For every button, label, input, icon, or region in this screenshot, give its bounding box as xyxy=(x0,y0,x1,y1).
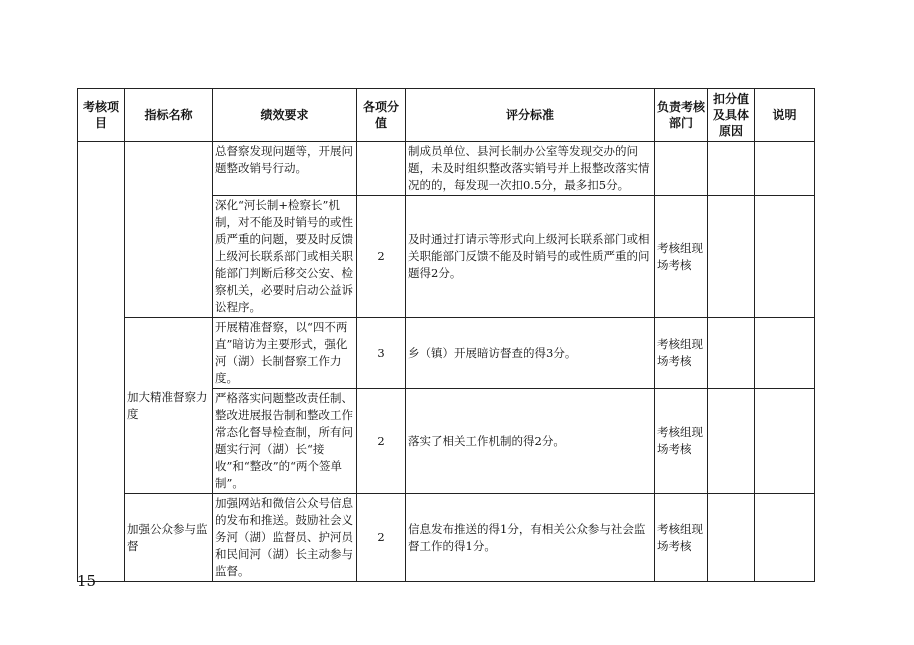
header-notes: 说明 xyxy=(755,89,815,142)
header-standard: 评分标准 xyxy=(406,89,655,142)
table-row xyxy=(78,494,815,582)
standard-cell: 及时通过打请示等形式向上级河长联系部门或相关职能部门反馈不能及时销号的或性质严重的问题得2分。 xyxy=(406,196,655,318)
score-cell: 3 xyxy=(357,318,406,389)
score-cell: 2 xyxy=(357,389,406,494)
standard-cell: 乡（镇）开展暗访督查的得3分。 xyxy=(406,318,655,389)
requirement-cell: 加强网站和微信公众号信息的发布和推送。鼓励社会义务河（湖）监督员、护河员和民间河（湖）长主动参与监督。 xyxy=(213,494,357,582)
header-row xyxy=(78,89,815,142)
notes-cell xyxy=(755,318,815,389)
standard-cell: 信息发布推送的得1分，有相关公众参与社会监督工作的得1分。 xyxy=(406,494,655,582)
requirement-cell: 开展精准督察，以“四不两直”暗访为主要形式，强化河（湖）长制督察工作力度。 xyxy=(213,318,357,389)
indicator-cell: 加强公众参与监督 xyxy=(125,494,213,582)
score-cell: 2 xyxy=(357,196,406,318)
deduction-cell xyxy=(708,142,755,196)
score-cell: 2 xyxy=(357,494,406,582)
notes-cell xyxy=(755,389,815,494)
department-cell xyxy=(655,142,708,196)
requirement-cell: 深化“河长制+检察长”机制，对不能及时销号的或性质严重的问题，要及时反馈上级河长联系部门或相关职能部门判断后移交公安、检察机关，必要时启动公益诉讼程序。 xyxy=(213,196,357,318)
notes-cell xyxy=(755,142,815,196)
header-requirement: 绩效要求 xyxy=(213,89,357,142)
indicator-cell xyxy=(125,142,213,318)
header-score: 各项分值 xyxy=(357,89,406,142)
department-cell: 考核组现场考核 xyxy=(655,318,708,389)
deduction-cell xyxy=(708,318,755,389)
header-indicator: 指标名称 xyxy=(125,89,213,142)
notes-cell xyxy=(755,196,815,318)
page-number: 15 xyxy=(77,572,97,590)
deduction-cell xyxy=(708,196,755,318)
header-department: 负责考核部门 xyxy=(655,89,708,142)
deduction-cell xyxy=(708,494,755,582)
department-cell: 考核组现场考核 xyxy=(655,196,708,318)
requirement-cell: 严格落实问题整改责任制、整改进展报告制和整改工作常态化督导检查制，所有问题实行河（湖）长“接收”和“整改”的“两个签单制”。 xyxy=(213,389,357,494)
department-cell: 考核组现场考核 xyxy=(655,389,708,494)
header-deduction: 扣分值及具体原因 xyxy=(708,89,755,142)
standard-cell: 落实了相关工作机制的得2分。 xyxy=(406,389,655,494)
score-cell xyxy=(357,142,406,196)
table-row xyxy=(78,318,815,389)
table-row xyxy=(78,142,815,196)
requirement-cell: 总督察发现问题等，开展问题整改销号行动。 xyxy=(213,142,357,196)
assessment-table xyxy=(77,88,815,582)
header-item: 考核项目 xyxy=(78,89,125,142)
notes-cell xyxy=(755,494,815,582)
deduction-cell xyxy=(708,389,755,494)
department-cell: 考核组现场考核 xyxy=(655,494,708,582)
standard-cell: 制成员单位、县河长制办公室等发现交办的问题，未及时组织整改落实销号并上报整改落实情况的的，每发现一次扣0.5分，最多扣5分。 xyxy=(406,142,655,196)
indicator-cell: 加大精准督察力度 xyxy=(125,318,213,494)
item-cell xyxy=(78,142,125,582)
